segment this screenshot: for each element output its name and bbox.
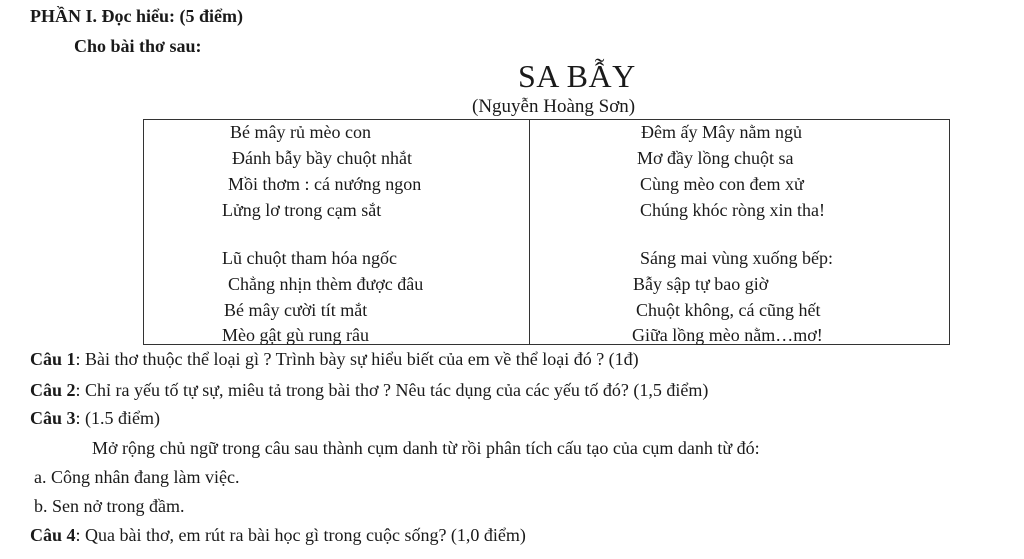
poem-line: Bẫy sập tự bao giờ (633, 274, 769, 294)
intro-text: Cho bài thơ sau: (74, 36, 202, 56)
question-label: Câu 2 (30, 380, 76, 400)
question-3-item-a: a. Công nhân đang làm việc. (34, 467, 240, 487)
poem-table (143, 119, 950, 345)
question-text: : Chỉ ra yếu tố tự sự, miêu tả trong bài thơ ? Nêu tác dụng của các yếu tố đó? (1,5 điểm) (75, 380, 709, 400)
poem-line: Chuột không, cá cũng hết (636, 300, 821, 320)
poem-line: Đêm ấy Mây nằm ngủ (641, 122, 802, 142)
poem-line: Cùng mèo con đem xử (640, 174, 804, 194)
poem-line: Sáng mai vùng xuống bếp: (640, 248, 833, 268)
question-label: Câu 1 (30, 349, 76, 369)
poem-line: Mồi thơm : cá nướng ngon (228, 174, 422, 194)
poem-line: Giữa lồng mèo nằm…mơ! (632, 325, 823, 345)
poem-line: Chẳng nhịn thèm được đâu (228, 274, 424, 294)
question-text: : Qua bài thơ, em rút ra bài học gì trong cuộc sống? (1,0 điểm) (75, 525, 526, 545)
poem-author: (Nguyễn Hoàng Sơn) (472, 96, 636, 117)
question-text: : (1.5 điểm) (75, 408, 160, 428)
question-text: : Bài thơ thuộc thể loại gì ? Trình bày sự hiểu biết của em về thể loại đó ? (1đ) (75, 349, 639, 369)
question-2 (30, 380, 708, 401)
question-1 (30, 349, 639, 370)
poem-line: Mèo gật gù rung râu (222, 325, 369, 345)
poem-title: SA BẪY (518, 58, 636, 94)
poem-line: Đánh bẫy bầy chuột nhắt (232, 148, 412, 168)
poem-line: Lửng lơ trong cạm sắt (222, 200, 382, 220)
question-label: Câu 4 (30, 525, 76, 545)
part-heading: PHẦN I. Đọc hiểu: (5 điểm) (30, 6, 243, 26)
question-3-instruction: Mở rộng chủ ngữ trong câu sau thành cụm danh từ rồi phân tích cấu tạo của cụm danh từ đó: (92, 438, 760, 458)
poem-line: Mơ đầy lồng chuột sa (637, 148, 794, 168)
question-3 (30, 408, 160, 429)
poem-line: Chúng khóc ròng xin tha! (640, 200, 825, 220)
question-label: Câu 3 (30, 408, 76, 428)
column-divider (529, 120, 530, 344)
question-3-item-b: b. Sen nở trong đầm. (34, 496, 185, 516)
question-4 (30, 525, 526, 546)
poem-line: Bé mây rủ mèo con (230, 122, 371, 142)
poem-line: Bé mây cười tít mắt (224, 300, 368, 320)
poem-line: Lũ chuột tham hóa ngốc (222, 248, 397, 268)
